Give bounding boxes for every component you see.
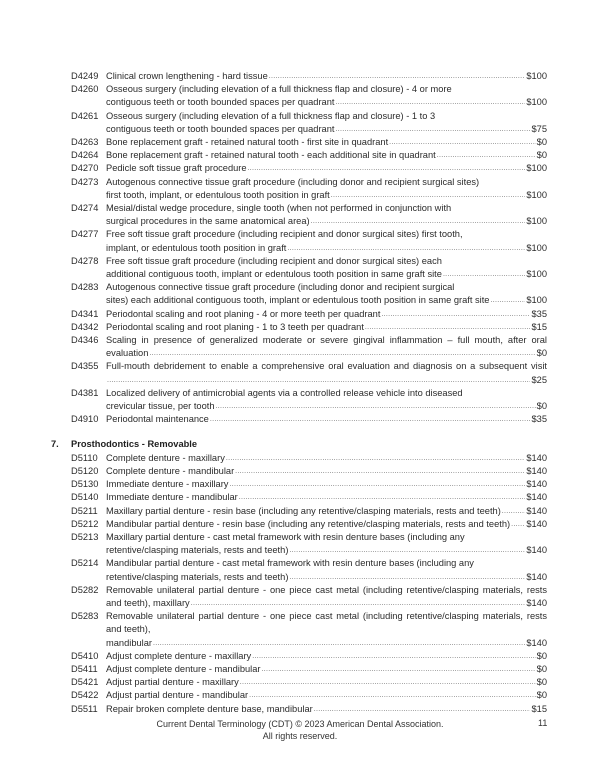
procedure-description: first tooth, implant, or edentulous tooth position in graft <box>106 189 330 200</box>
procedure-description: contiguous teeth or tooth bounded spaces per quadrant <box>106 123 335 134</box>
procedure-code: D5422 <box>71 690 99 701</box>
procedure-description: Autogenous connective tissue graft procedure (including donor and recipient surgical <box>106 282 455 293</box>
procedure-entry <box>71 557 547 583</box>
procedure-fee: $140 <box>526 492 547 503</box>
procedure-description: Pedicle soft tissue graft procedure <box>106 163 247 174</box>
procedure-fee: $0 <box>536 348 547 359</box>
procedure-code: D5411 <box>71 663 98 674</box>
dot-leader <box>216 400 536 413</box>
page-footer <box>120 718 480 742</box>
procedure-fee: $100 <box>526 163 547 174</box>
dot-leader <box>107 374 530 387</box>
dot-leader <box>287 242 525 255</box>
procedure-description: Adjust partial denture - mandibular <box>106 690 249 701</box>
procedure-fee: $15 <box>531 321 547 332</box>
procedure-fee: $100 <box>526 71 547 81</box>
procedure-description: surgical procedures in the same anatomical area) <box>106 216 310 227</box>
dot-leader <box>289 571 525 584</box>
procedure-entry <box>71 83 547 109</box>
section-number: 7. <box>51 439 59 450</box>
procedure-description: Free soft tissue graft procedure (including recipient and donor surgical sites) first tooth, <box>106 229 463 240</box>
procedure-fee: $140 <box>526 505 547 516</box>
section-title: Prosthodontics - Removable <box>71 439 198 450</box>
procedure-description: Adjust partial denture - maxillary <box>106 677 239 688</box>
dot-leader <box>437 149 536 162</box>
procedure-fee: $15 <box>531 703 547 714</box>
procedure-description: Removable unilateral partial denture - one piece cast metal (including retentive/clasping materials, rests <box>106 611 547 622</box>
dot-leader <box>249 689 536 702</box>
procedure-description: crevicular tissue, per tooth <box>106 401 215 412</box>
dot-leader <box>239 491 526 504</box>
procedure-entry <box>71 70 547 83</box>
procedure-code: D4249 <box>71 71 99 81</box>
procedure-entry <box>71 584 547 610</box>
dot-leader <box>269 70 526 83</box>
dot-leader <box>210 413 531 426</box>
dot-leader <box>490 294 525 307</box>
dot-leader <box>252 650 535 663</box>
procedure-entry <box>71 491 547 504</box>
procedure-description: retentive/clasping materials, rests and teeth) <box>106 571 289 582</box>
dot-leader <box>502 505 526 518</box>
procedure-fee: $140 <box>526 597 547 608</box>
procedure-code: D5410 <box>71 650 99 661</box>
procedure-description: Periodontal maintenance <box>106 414 209 425</box>
procedure-code: D5120 <box>71 465 99 476</box>
procedure-entry <box>71 505 547 518</box>
procedure-entry <box>71 334 547 360</box>
procedure-code: D5140 <box>71 492 99 503</box>
procedure-code: D4270 <box>71 163 99 174</box>
procedure-description: Bone replacement graft - retained natural tooth - first site in quadrant <box>106 137 389 148</box>
procedure-entry <box>71 255 547 281</box>
dot-leader <box>235 465 525 478</box>
procedure-entry <box>71 176 547 202</box>
procedure-description: Immediate denture - mandibular <box>106 492 238 503</box>
procedure-code: D4273 <box>71 176 99 187</box>
procedure-code: D4277 <box>71 229 99 240</box>
procedure-fee: $140 <box>526 518 547 529</box>
dot-leader <box>331 189 526 202</box>
procedure-entry <box>71 110 547 136</box>
section-heading <box>51 438 547 451</box>
procedure-description: evaluation <box>106 348 149 359</box>
procedure-entry <box>71 202 547 228</box>
procedure-code: D4263 <box>71 137 99 148</box>
procedure-fee: $35 <box>531 414 547 425</box>
procedure-entry <box>71 387 547 413</box>
dot-leader <box>443 268 525 281</box>
dot-leader <box>226 452 525 465</box>
procedure-description: Periodontal scaling and root planing - 4 or more teeth per quadrant <box>106 308 381 319</box>
procedure-entry <box>71 703 547 716</box>
procedure-code: D4342 <box>71 321 99 332</box>
procedure-fee: $0 <box>536 650 547 661</box>
procedure-fee: $100 <box>526 269 547 280</box>
procedure-description: additional contiguous tooth, implant or edentulous tooth position in same graft site <box>106 269 442 280</box>
procedure-entry <box>71 321 547 334</box>
procedure-fee: $0 <box>536 137 547 148</box>
dot-leader <box>191 597 526 610</box>
procedure-entry <box>71 162 547 175</box>
procedure-code: D5110 <box>71 452 98 463</box>
procedure-description: Mesial/distal wedge procedure, single tooth (when not performed in conjunction with <box>106 203 452 214</box>
procedure-entry <box>71 308 547 321</box>
procedure-fee: $100 <box>526 242 547 253</box>
procedure-fee: $140 <box>526 465 547 476</box>
procedure-description: Osseous surgery (including elevation of a full thickness flap and closure) - 4 or more <box>106 84 452 95</box>
dot-leader <box>335 96 525 109</box>
procedure-description: implant, or edentulous tooth position in graft <box>106 242 287 253</box>
procedure-fee: $100 <box>526 216 547 227</box>
procedure-entry <box>71 518 547 531</box>
procedure-code: D5212 <box>71 518 99 529</box>
copyright-line: Current Dental Terminology (CDT) © 2023 American Dental Association. <box>156 719 444 729</box>
procedure-code: D4341 <box>71 308 99 319</box>
procedure-code: D5214 <box>71 558 99 569</box>
dot-leader <box>262 663 536 676</box>
procedure-description: mandibular <box>106 637 152 648</box>
dot-leader <box>311 215 526 228</box>
procedure-code: D4283 <box>71 282 99 293</box>
procedure-description: Removable unilateral partial denture - one piece cast metal (including retentive/clasping materials, rests <box>106 584 547 595</box>
procedure-entry <box>71 228 547 254</box>
procedure-entry <box>71 663 547 676</box>
procedure-description: Localized delivery of antimicrobial agents via a controlled release vehicle into diseased <box>106 387 463 398</box>
procedure-description: Repair broken complete denture base, mandibular <box>106 703 313 714</box>
procedure-description: sites) each additional contiguous tooth, implant or edentulous tooth position in same graft site <box>106 295 490 306</box>
procedure-description: Complete denture - maxillary <box>106 452 225 463</box>
procedure-description: contiguous teeth or tooth bounded spaces per quadrant <box>106 97 335 108</box>
procedure-description: Full-mouth debridement to enable a comprehensive oral evaluation and diagnosis on a subsequent visit <box>106 361 547 372</box>
procedure-code: D4278 <box>71 255 99 266</box>
rights-line: All rights reserved. <box>262 731 338 741</box>
procedure-fee: $0 <box>536 401 547 412</box>
procedure-code: D5511 <box>71 703 98 714</box>
dot-leader <box>248 162 526 175</box>
procedure-description: Complete denture - mandibular <box>106 465 235 476</box>
procedure-code: D4910 <box>71 414 99 425</box>
procedure-entry <box>71 689 547 702</box>
procedure-code: D4355 <box>71 361 99 372</box>
procedure-description: Adjust complete denture - mandibular <box>106 663 261 674</box>
procedure-fee: $0 <box>536 663 547 674</box>
procedure-entry <box>71 610 547 650</box>
procedure-code: D4261 <box>71 110 99 121</box>
procedure-code: D4381 <box>71 387 99 398</box>
procedure-fee: $140 <box>526 571 547 582</box>
procedure-fee: $140 <box>526 452 547 463</box>
procedure-entry <box>71 650 547 663</box>
procedure-fee: $35 <box>531 308 547 319</box>
procedure-code: D4260 <box>71 84 99 95</box>
dot-leader <box>389 136 535 149</box>
procedure-fee: $0 <box>536 690 547 701</box>
procedure-code: D5213 <box>71 531 99 542</box>
procedure-entry <box>71 531 547 557</box>
procedure-entry <box>71 360 547 386</box>
page-number: 11 <box>538 718 548 728</box>
procedure-code: D5283 <box>71 611 99 622</box>
procedure-entry <box>71 465 547 478</box>
procedure-fee: $140 <box>526 545 547 556</box>
procedure-code: D4264 <box>71 150 99 161</box>
procedure-description: retentive/clasping materials, rests and teeth) <box>106 545 289 556</box>
procedure-code: D4346 <box>71 335 99 346</box>
procedure-fee: $140 <box>526 637 547 648</box>
procedure-description: Immediate denture - maxillary <box>106 479 229 490</box>
procedure-entry <box>71 281 547 307</box>
procedure-code: D5421 <box>71 677 99 688</box>
procedure-fee: $100 <box>526 97 547 108</box>
dot-leader <box>229 478 525 491</box>
dot-leader <box>289 544 525 557</box>
procedure-code: D4274 <box>71 203 99 214</box>
procedure-description: Adjust complete denture - maxillary <box>106 650 252 661</box>
procedure-entry <box>71 149 547 162</box>
procedure-description: and teeth), maxillary <box>106 597 190 608</box>
procedure-entry <box>71 478 547 491</box>
procedure-fee: $25 <box>531 374 547 385</box>
procedure-description: Scaling in presence of generalized moderate or severe gingival inflammation – full mouth, after oral <box>106 335 547 346</box>
procedure-fee: $75 <box>531 123 547 134</box>
procedure-code: D5282 <box>71 584 99 595</box>
dot-leader <box>153 637 525 650</box>
dot-leader <box>381 308 530 321</box>
procedure-description: Mandibular partial denture - resin base (including any retentive/clasping materials, rests and teeth) <box>106 518 511 529</box>
procedure-description: Autogenous connective tissue graft procedure (including donor and recipient surgical sites) <box>106 176 480 187</box>
procedure-fee: $100 <box>526 189 547 200</box>
procedure-description: Mandibular partial denture - cast metal framework with resin denture bases (including any <box>106 558 474 569</box>
dot-leader <box>365 321 531 334</box>
procedure-entry <box>71 676 547 689</box>
procedure-entry <box>71 452 547 465</box>
dot-leader <box>240 676 536 689</box>
procedure-fee: $0 <box>536 150 547 161</box>
dot-leader <box>511 518 525 531</box>
procedure-fee: $100 <box>526 295 547 306</box>
procedure-entry <box>71 136 547 149</box>
procedure-description: and teeth), <box>106 624 151 635</box>
dot-leader <box>314 703 531 716</box>
procedure-description: Bone replacement graft - retained natural tooth - each additional site in quadrant <box>106 150 436 161</box>
procedure-description: Free soft tissue graft procedure (including recipient and donor surgical sites) each <box>106 255 442 266</box>
procedure-fee: $140 <box>526 479 547 490</box>
procedure-entry <box>71 413 547 426</box>
procedure-code: D5211 <box>71 505 98 516</box>
procedure-description: Periodontal scaling and root planing - 1 to 3 teeth per quadrant <box>106 321 364 332</box>
procedure-code: D5130 <box>71 479 99 490</box>
procedure-description: Osseous surgery (including elevation of a full thickness flap and closure) - 1 to 3 <box>106 110 436 121</box>
fee-schedule-list <box>51 70 547 716</box>
dot-leader <box>149 347 535 360</box>
procedure-description: Clinical crown lengthening - hard tissue <box>106 71 268 81</box>
procedure-description: Maxillary partial denture - resin base (including any retentive/clasping materials, rests and teeth) <box>106 505 501 516</box>
dot-leader <box>335 123 530 136</box>
procedure-fee: $0 <box>536 677 547 688</box>
procedure-description: Maxillary partial denture - cast metal framework with resin denture bases (including any <box>106 531 465 542</box>
